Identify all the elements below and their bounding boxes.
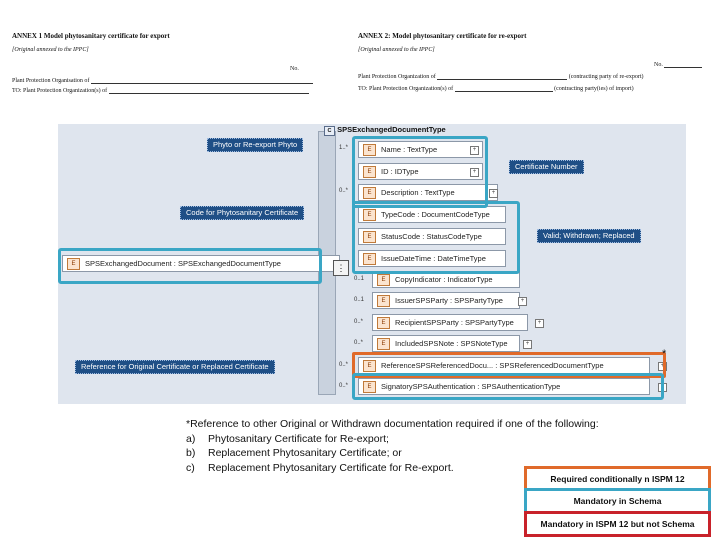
multiplicity: 0..1: [354, 297, 365, 303]
element-icon: E: [363, 166, 376, 178]
annex2-to-label: TO: Plant Protection Organization(s) of: [358, 86, 454, 92]
element-recipientspsparty[interactable]: [372, 314, 528, 331]
mandatory-highlight-root: [58, 248, 322, 284]
multiplicity: 0..*: [354, 319, 364, 325]
expand-icon[interactable]: +: [523, 340, 532, 349]
sequence-icon: ⋮: [333, 260, 349, 276]
callout-status: Valid; Withdrawn; Replaced: [537, 229, 641, 243]
blank-line: [109, 88, 309, 94]
annex1-subtitle: [Original annexed to the IPPC]: [12, 47, 89, 53]
mandatory-highlight-signatory: [352, 373, 664, 400]
multiplicity: 0..1: [354, 276, 365, 282]
annex1-to-line: [12, 88, 309, 94]
element-icon: E: [67, 258, 80, 270]
multiplicity: 1..*: [339, 145, 349, 151]
root-type-label: SPSExchangedDocumentType: [337, 125, 446, 134]
multiplicity: 0..*: [339, 188, 349, 194]
expand-icon[interactable]: +: [658, 383, 667, 392]
footnote-item-label: b): [186, 447, 196, 459]
annex1-title: ANNEX 1 Model phytosanitary certificate for export: [12, 32, 170, 40]
annex1-ppo-label: Plant Protection Organisation of: [12, 78, 90, 84]
element-icon: E: [377, 274, 390, 286]
callout-phyto: Phyto or Re-export Phyto: [207, 138, 303, 152]
footnote-intro: *Reference to other Original or Withdrawn documentation required if one of the following:: [186, 418, 599, 430]
element-label: ReferenceSPSReferencedDocu... : SPSReferencedDocumentType: [381, 361, 604, 370]
element-label: Description : TextType: [381, 188, 455, 197]
element-label: IssuerSPSParty : SPSPartyType: [395, 296, 503, 305]
multiplicity: 0..*: [354, 340, 364, 346]
legend-mandatory-ispm: Mandatory in ISPM 12 but not Schema: [524, 511, 711, 537]
element-label: CopyIndicator : IndicatorType: [395, 275, 493, 284]
element-icon: E: [363, 381, 376, 393]
element-label: RecipientSPSParty : SPSPartyType: [395, 318, 514, 327]
blank-line: [437, 74, 567, 80]
asterisk-marker: *: [662, 348, 667, 360]
expand-icon[interactable]: +: [470, 146, 479, 155]
element-icon: E: [363, 187, 376, 199]
annex2-ppo-label: Plant Protection Organization of: [358, 74, 436, 80]
mandatory-highlight-codes: [352, 201, 520, 274]
element-label: IssueDateTime : DateTimeType: [381, 254, 486, 263]
expand-icon[interactable]: +: [470, 168, 479, 177]
callout-code: Code for Phytosanitary Certificate: [180, 206, 304, 220]
footnote-item-text: Phytosanitary Certificate for Re-export;: [208, 432, 389, 445]
annex2-subtitle: [Original annexed to the IPPC]: [358, 47, 435, 53]
footnote-item: [186, 432, 599, 447]
element-label: StatusCode : StatusCodeType: [381, 232, 482, 241]
blank-line: [91, 78, 313, 84]
expand-icon[interactable]: +: [535, 319, 544, 328]
footnote-item: [186, 446, 599, 461]
element-icon: E: [377, 317, 390, 329]
element-icon: E: [363, 253, 376, 265]
callout-reference: Reference for Original Certificate or Replaced Certificate: [75, 360, 275, 374]
expand-icon[interactable]: +: [518, 297, 527, 306]
root-type[interactable]: [324, 125, 446, 136]
annex2-ppo-line: [358, 74, 644, 80]
element-label: SignatorySPSAuthentication : SPSAuthenticationType: [381, 382, 561, 391]
complex-type-icon: C: [324, 126, 335, 136]
footnote-item-text: Replacement Phytosanitary Certificate for Re-export.: [208, 461, 454, 474]
footnote-item-text: Replacement Phytosanitary Certificate; or: [208, 447, 402, 459]
blank-line: [664, 62, 702, 68]
element-icon: E: [363, 231, 376, 243]
annex1-no-label: No.: [290, 66, 299, 72]
annex1-ppo-line: [12, 78, 313, 84]
annex1-to-label: TO: Plant Protection Organization(s) of: [12, 88, 108, 94]
legend-conditional: Required conditionally n ISPM 12: [524, 466, 711, 492]
element-icon: E: [363, 144, 376, 156]
annex2-to-suffix: (contracting party(ies) of import): [554, 86, 634, 92]
element-icon: E: [377, 338, 390, 350]
annex2-ppo-suffix: (contracting party of re-export): [568, 74, 644, 80]
element-label: Name : TextType: [381, 145, 438, 154]
annex2-to-line: [358, 86, 634, 92]
element-icon: E: [363, 360, 376, 372]
annex2-no-line: [654, 62, 702, 68]
expand-icon[interactable]: +: [489, 189, 498, 198]
footnote-item-label: a): [186, 432, 196, 445]
element-label: IncludedSPSNote : SPSNoteType: [395, 339, 508, 348]
element-label: ID : IDType: [381, 167, 419, 176]
element-includedspsnote[interactable]: [372, 335, 520, 352]
expand-icon[interactable]: +: [658, 362, 667, 371]
blank-line: [455, 86, 553, 92]
legend-mandatory-schema: Mandatory in Schema: [524, 488, 711, 514]
multiplicity: 0..*: [339, 362, 349, 368]
element-icon: E: [363, 209, 376, 221]
element-icon: E: [377, 295, 390, 307]
callout-certificate-number: Certificate Number: [509, 160, 584, 174]
annex2-title: ANNEX 2: Model phytosanitary certificate for re-export: [358, 32, 527, 40]
footnote-item-label: c): [186, 461, 195, 474]
multiplicity: 0..*: [339, 383, 349, 389]
annex2-no-label: No.: [654, 62, 663, 68]
root-element-label: SPSExchangedDocument : SPSExchangedDocumentType: [85, 259, 281, 268]
mandatory-highlight-header: [352, 136, 488, 208]
element-issuerspsparty[interactable]: [372, 292, 520, 309]
element-label: TypeCode : DocumentCodeType: [381, 210, 490, 219]
